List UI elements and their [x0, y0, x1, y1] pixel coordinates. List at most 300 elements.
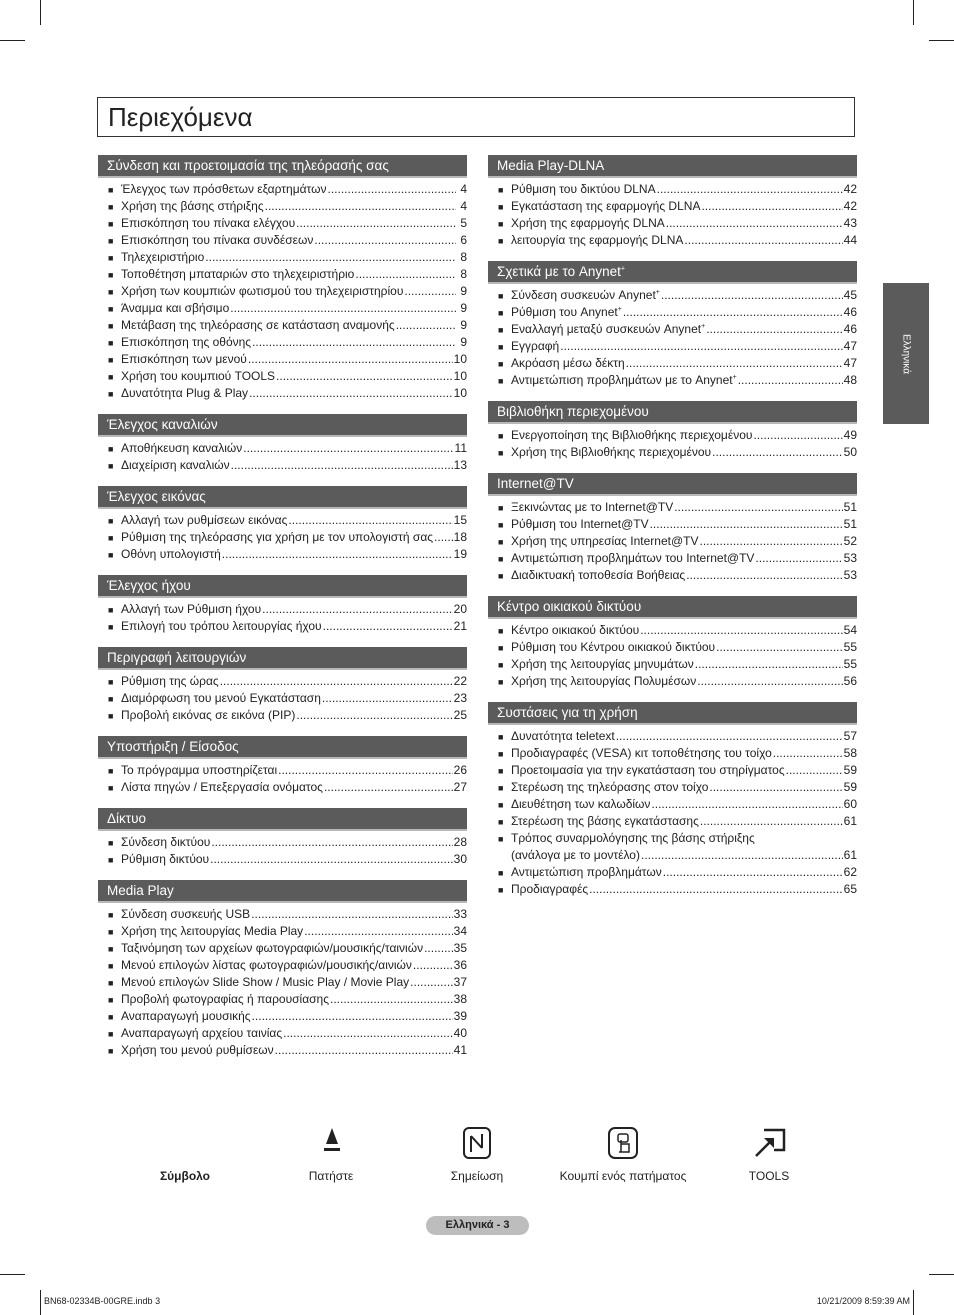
side-tab-label: Ελληνικά [900, 333, 912, 374]
dot-leader [712, 444, 843, 461]
toc-entry-text [511, 287, 660, 304]
toc-entry-text [121, 957, 412, 974]
dot-leader [404, 283, 456, 300]
toc-entry-text [121, 1025, 282, 1042]
note-icon [462, 1126, 492, 1165]
trademark-sup: + [620, 265, 625, 273]
toc-entry-label: Λίστα πηγών / Επεξεργασία ονόματος [121, 780, 323, 794]
toc-section [488, 155, 857, 249]
square-bullet-icon: ■ [498, 868, 504, 878]
square-bullet-icon: ■ [498, 520, 504, 530]
toc-entry[interactable] [488, 847, 857, 864]
toc-entry[interactable] [488, 533, 857, 550]
toc-entry[interactable] [488, 304, 857, 321]
page-number: 57 [843, 729, 857, 743]
toc-entry[interactable] [98, 546, 467, 563]
section-heading-text: Media Play [107, 883, 174, 898]
toc-entry-label: Αντιμετώπιση προβλημάτων [511, 865, 662, 879]
press-label: Πατήστε [308, 1169, 354, 1183]
toc-entry[interactable] [488, 550, 857, 567]
one-touch-label: Κουμπί ενός πατήματος [559, 1169, 687, 1183]
toc-entry[interactable] [488, 321, 857, 338]
square-bullet-icon: ■ [108, 550, 114, 560]
toc-entry-text [511, 338, 559, 355]
toc-entry[interactable] [98, 232, 467, 249]
dot-leader [589, 881, 843, 898]
toc-entry[interactable] [98, 300, 467, 317]
square-bullet-icon: ■ [108, 219, 114, 229]
section-heading [98, 414, 467, 437]
toc-entry-label: Χρήση του μενού ρυθμίσεων [121, 1043, 274, 1057]
toc-entry-label: Ταξινόμηση των αρχείων φωτογραφιών/μουσικής/ταινιών [121, 941, 424, 955]
page-number: 65 [843, 882, 857, 896]
toc-section [488, 261, 857, 389]
toc-entry-text [121, 351, 247, 368]
toc-entry-label: Εναλλαγή μεταξύ συσκευών Anynet [511, 322, 702, 336]
page-number: 30 [453, 852, 467, 866]
page-number: 28 [453, 835, 467, 849]
left-column [98, 155, 467, 1071]
toc-entry[interactable] [98, 601, 467, 618]
toc-entry-text [511, 304, 622, 321]
toc-entry[interactable] [98, 690, 467, 707]
toc-entry-label: Χρήση της Βιβλιοθήκης περιεχομένου [511, 445, 712, 459]
page-number: 61 [843, 848, 857, 862]
square-bullet-icon: ■ [108, 927, 114, 937]
page-number: 13 [453, 458, 467, 472]
dot-leader [706, 321, 842, 338]
dot-leader [252, 334, 456, 351]
page-number: 59 [843, 763, 857, 777]
page-number: 20 [453, 602, 467, 616]
dot-leader [355, 266, 456, 283]
toc-entry[interactable] [98, 1042, 467, 1059]
toc-entry-label: Ακρόαση μέσω δέκτη [511, 356, 625, 370]
dot-leader [434, 529, 453, 546]
square-bullet-icon: ■ [498, 677, 504, 687]
toc-entry[interactable] [488, 762, 857, 779]
toc-entry[interactable] [98, 368, 467, 385]
dot-leader [616, 728, 843, 745]
toc-entry-label: Μενού επιλογών λίστας φωτογραφιών/μουσικής/αινιών [121, 958, 412, 972]
toc-entry-text [121, 232, 313, 249]
square-bullet-icon: ■ [108, 355, 114, 365]
square-bullet-icon: ■ [108, 605, 114, 615]
dot-leader [327, 181, 456, 198]
toc-entry-label: (ανάλογα με το μοντέλο) [511, 848, 640, 862]
toc-entry[interactable] [98, 266, 467, 283]
page-number: 10 [453, 352, 467, 366]
page-number: 23 [453, 691, 467, 705]
dot-leader [697, 673, 842, 690]
toc-entry-text [511, 444, 711, 461]
toc-entry-text [511, 198, 700, 215]
dot-leader [695, 656, 843, 673]
toc-entry-text [121, 529, 433, 546]
square-bullet-icon: ■ [108, 910, 114, 920]
toc-entry[interactable] [488, 673, 857, 690]
square-bullet-icon: ■ [108, 461, 114, 471]
section-heading-text: Σύνδεση και προετοιμασία της τηλεόρασής σας [107, 158, 389, 173]
dot-leader [657, 181, 843, 198]
square-bullet-icon: ■ [108, 444, 114, 454]
toc-entry[interactable] [98, 923, 467, 940]
page-number: 54 [843, 623, 857, 637]
dot-leader [709, 779, 842, 796]
toc-entry-text [121, 601, 261, 618]
toc-entry[interactable] [488, 622, 857, 639]
toc-entry[interactable] [98, 618, 467, 635]
toc-entry-label: Ρύθμιση δικτύου [121, 852, 210, 866]
toc-entry[interactable] [98, 1025, 467, 1042]
page-title: Περιεχόμενα [108, 102, 253, 132]
dot-leader [651, 796, 842, 813]
page-number: 62 [843, 865, 857, 879]
section-heading [488, 473, 857, 496]
dot-leader [650, 516, 843, 533]
page-number: 51 [843, 500, 857, 514]
page-number: 10 [453, 369, 467, 383]
toc-entry[interactable] [98, 851, 467, 868]
page-number: 55 [843, 657, 857, 671]
toc-entry-text [511, 762, 785, 779]
toc-entry-label: Ρύθμιση του δικτύου DLNA [511, 182, 656, 196]
section-heading [488, 155, 857, 178]
toc-entry-label: Στερέωση της βάσης εγκατάστασης [511, 814, 699, 828]
toc-entry-text [121, 834, 210, 851]
toc-entry[interactable] [98, 215, 467, 232]
page-number: 9 [460, 301, 467, 315]
dot-leader [222, 546, 453, 563]
toc-entry[interactable] [98, 762, 467, 779]
square-bullet-icon: ■ [498, 660, 504, 670]
toc-entry[interactable] [98, 529, 467, 546]
toc-entry-text [121, 317, 395, 334]
page-number: 8 [460, 267, 467, 281]
toc-entry-label: Επιλογή του τρόπου λειτουργίας ήχου [121, 619, 322, 633]
page-number: 40 [453, 1026, 467, 1040]
square-bullet-icon: ■ [498, 749, 504, 759]
dot-leader [738, 372, 843, 389]
dot-leader [661, 287, 843, 304]
toc-entry-text [511, 813, 699, 830]
page-number: 48 [843, 373, 857, 387]
square-bullet-icon: ■ [498, 732, 504, 742]
toc-entry-text [121, 1042, 274, 1059]
page-number: 49 [843, 428, 857, 442]
square-bullet-icon: ■ [498, 554, 504, 564]
toc-entry[interactable] [98, 512, 467, 529]
square-bullet-icon: ■ [108, 236, 114, 246]
toc-entry[interactable] [488, 444, 857, 461]
toc-entry[interactable] [488, 639, 857, 656]
section-heading-text: Κέντρο οικιακού δικτύου [497, 599, 642, 614]
dot-leader [773, 745, 843, 762]
square-bullet-icon: ■ [498, 503, 504, 513]
square-bullet-icon: ■ [108, 1029, 114, 1039]
toc-entry-label: Διαδικτυακή τοποθεσία Βοήθειας [511, 568, 686, 582]
symbol-label: Σύμβολο [159, 1169, 211, 1183]
page-number: 21 [453, 619, 467, 633]
dot-leader [296, 215, 456, 232]
square-bullet-icon: ■ [108, 270, 114, 280]
dot-leader [700, 813, 843, 830]
square-bullet-icon: ■ [498, 202, 504, 212]
toc-entry-label: Δυνατότητα Plug & Play [121, 386, 249, 400]
toc-entry[interactable] [488, 427, 857, 444]
page-number: 5 [460, 216, 467, 230]
toc-entry-text [121, 198, 264, 215]
toc-entry[interactable] [98, 351, 467, 368]
toc-entry-label: λειτουργία της εφαρμογής DLNA [511, 233, 684, 247]
toc-entry[interactable] [488, 198, 857, 215]
toc-entry[interactable] [98, 991, 467, 1008]
title-box [97, 97, 855, 137]
square-bullet-icon: ■ [108, 321, 114, 331]
dot-leader [786, 762, 843, 779]
square-bullet-icon: ■ [108, 694, 114, 704]
dot-leader [396, 317, 456, 334]
toc-entry[interactable] [488, 796, 857, 813]
crop-mark [929, 40, 954, 41]
dot-leader [251, 906, 452, 923]
toc-entry[interactable] [488, 745, 857, 762]
toc-entry[interactable] [98, 440, 467, 457]
toc-entry[interactable] [98, 317, 467, 334]
square-bullet-icon: ■ [108, 766, 114, 776]
toc-entry-label: Χρήση της εφαρμογής DLNA [511, 216, 665, 230]
toc-entry[interactable] [488, 499, 857, 516]
toc-entry[interactable] [488, 779, 857, 796]
square-bullet-icon: ■ [498, 291, 504, 301]
toc-entry-text [121, 779, 323, 796]
dot-leader [262, 601, 452, 618]
section-heading [98, 575, 467, 598]
toc-entry[interactable] [98, 249, 467, 266]
toc-entry[interactable] [488, 656, 857, 673]
page-number: 47 [843, 356, 857, 370]
square-bullet-icon: ■ [108, 677, 114, 687]
toc-section [98, 575, 467, 635]
toc-entry[interactable] [98, 334, 467, 351]
square-bullet-icon: ■ [498, 800, 504, 810]
toc-entry[interactable] [488, 287, 857, 304]
dot-leader [755, 550, 842, 567]
toc-entry[interactable] [98, 181, 467, 198]
toc-section [488, 702, 857, 898]
toc-entry[interactable] [98, 834, 467, 851]
toc-entry[interactable] [98, 974, 467, 991]
square-bullet-icon: ■ [108, 978, 114, 988]
square-bullet-icon: ■ [108, 961, 114, 971]
square-bullet-icon: ■ [108, 1046, 114, 1056]
page-number: 61 [843, 814, 857, 828]
dot-leader [322, 690, 453, 707]
page-number: 36 [453, 958, 467, 972]
crop-mark [0, 40, 25, 41]
toc-entry[interactable] [488, 881, 857, 898]
toc-entry[interactable] [98, 457, 467, 474]
toc-entry[interactable] [488, 864, 857, 881]
toc-entry-text [511, 372, 737, 389]
page-number: 37 [453, 975, 467, 989]
dot-leader [304, 923, 452, 940]
toc-entry[interactable] [98, 940, 467, 957]
note-label: Σημείωση [450, 1169, 504, 1183]
toc-entry-text [511, 499, 673, 516]
toc-entry-label: Άναμμα και σβήσιμο [121, 301, 230, 315]
section-heading [488, 401, 857, 424]
square-bullet-icon: ■ [498, 817, 504, 827]
toc-entry[interactable] [488, 728, 857, 745]
page-number: 6 [460, 233, 467, 247]
print-datetime: 10/21/2009 8:59:39 AM [816, 1296, 910, 1306]
dot-leader [413, 957, 453, 974]
toc-entry-text [511, 533, 698, 550]
page-number: 56 [843, 674, 857, 688]
toc-entry-label: Χρήση των κουμπιών φωτισμού του τηλεχειριστηρίου [121, 284, 404, 298]
toc-entry[interactable] [98, 957, 467, 974]
toc-entry-label: Εγκατάσταση της εφαρμογής DLNA [511, 199, 701, 213]
section-heading-text: Συστάσεις για τη χρήση [497, 705, 638, 720]
dot-leader [684, 232, 842, 249]
page-number: 11 [454, 441, 467, 455]
toc-section [98, 736, 467, 796]
toc-entry-label: Τοποθέτηση μπαταριών στο τηλεχειριστήριο [121, 267, 355, 281]
toc-entry-label: Επισκόπηση της οθόνης [121, 335, 252, 349]
toc-entry-text [121, 673, 219, 690]
page-number: 27 [453, 780, 467, 794]
toc-section [98, 155, 467, 402]
toc-entry-text [511, 567, 685, 584]
toc-entry-text [121, 181, 326, 198]
toc-entry-text [511, 830, 755, 847]
crop-mark [913, 0, 914, 25]
page-number-pill: Ελληνικά - 3 [426, 1216, 529, 1235]
page-number: 43 [843, 216, 857, 230]
square-bullet-icon: ■ [108, 287, 114, 297]
symbol-legend [0, 1120, 954, 1190]
square-bullet-icon: ■ [498, 885, 504, 895]
section-heading-text: Βιβλιοθήκη περιεχομένου [497, 404, 649, 419]
section-heading-text: Σχετικά με το Anynet [497, 264, 621, 279]
dot-leader [324, 779, 453, 796]
toc-entry[interactable] [98, 198, 467, 215]
section-heading-text: Έλεγχος εικόνας [107, 489, 206, 504]
toc-entry-text [121, 266, 354, 283]
toc-entry[interactable] [488, 830, 857, 847]
square-bullet-icon: ■ [108, 202, 114, 212]
toc-entry-label: Αντιμετώπιση προβλημάτων του Internet@TV [511, 551, 755, 565]
language-side-tab [883, 283, 929, 424]
toc-entry[interactable] [98, 385, 467, 402]
toc-entry-label: Διαμόρφωση του μενού Εγκατάσταση [121, 691, 321, 705]
toc-section [98, 808, 467, 868]
toc-section [98, 486, 467, 563]
square-bullet-icon: ■ [108, 622, 114, 632]
toc-entry-label: Αλλαγή των Ρύθμιση ήχου [121, 602, 262, 616]
page-number: 9 [460, 284, 467, 298]
dot-leader [641, 847, 843, 864]
toc-entry[interactable] [488, 215, 857, 232]
toc-entry-text [511, 622, 639, 639]
section-heading-text: Δίκτυο [107, 811, 146, 826]
toc-entry[interactable] [488, 181, 857, 198]
toc-entry-label: Επισκόπηση του πίνακα ελέγχου [121, 216, 296, 230]
toc-entry-label: Τηλεχειριστήριο [121, 250, 205, 264]
toc-entry-label: Ρύθμιση της ώρας [121, 674, 219, 688]
toc-entry[interactable] [98, 707, 467, 724]
toc-entry-text [121, 618, 322, 635]
dot-leader [424, 940, 453, 957]
section-heading [98, 880, 467, 903]
page-number: 52 [843, 534, 857, 548]
square-bullet-icon: ■ [498, 448, 504, 458]
toc-entry-label: Χρήση της λειτουργίας Πολυμέσων [511, 674, 697, 688]
toc-entry[interactable] [488, 232, 857, 249]
toc-entry[interactable] [488, 813, 857, 830]
square-bullet-icon: ■ [498, 185, 504, 195]
toc-entry[interactable] [98, 283, 467, 300]
toc-entry[interactable] [98, 673, 467, 690]
toc-entry[interactable] [98, 1008, 467, 1025]
dot-leader [248, 351, 453, 368]
toc-entry-label: Χρήση της λειτουργίας μηνυμάτων [511, 657, 694, 671]
trademark-sup: + [655, 289, 660, 296]
toc-entry[interactable] [488, 372, 857, 389]
toc-entry-label: Οθόνη υπολογιστή [121, 547, 221, 561]
toc-entry-label: Το πρόγραμμα υποστηρίζεται [121, 763, 278, 777]
dot-leader [211, 834, 452, 851]
toc-entry-text [121, 368, 275, 385]
toc-entry[interactable] [98, 779, 467, 796]
page-number: 44 [843, 233, 857, 247]
toc-entry[interactable] [488, 516, 857, 533]
toc-entry-label: Αναπαραγωγή αρχείου ταινίας [121, 1026, 283, 1040]
toc-entry[interactable] [98, 906, 467, 923]
section-heading-text: Έλεγχος ήχου [107, 578, 191, 593]
toc-section [98, 414, 467, 474]
page-number: 46 [843, 305, 857, 319]
page-number: 9 [460, 318, 467, 332]
toc-entry-text [511, 321, 705, 338]
toc-entry-label: Επισκόπηση του πίνακα συνδέσεων [121, 233, 314, 247]
crop-mark [929, 1274, 954, 1275]
toc-entry-text [121, 440, 242, 457]
dot-leader [252, 1008, 453, 1025]
toc-entry-text [121, 974, 409, 991]
toc-entry-text [511, 847, 640, 864]
dot-leader [716, 639, 843, 656]
dot-leader [249, 385, 453, 402]
toc-entry[interactable] [488, 567, 857, 584]
square-bullet-icon: ■ [498, 766, 504, 776]
page-number: 10 [453, 386, 467, 400]
toc-entry-text [511, 550, 754, 567]
toc-entry[interactable] [488, 338, 857, 355]
square-bullet-icon: ■ [108, 185, 114, 195]
toc-entry[interactable] [488, 355, 857, 372]
square-bullet-icon: ■ [498, 571, 504, 581]
square-bullet-icon: ■ [498, 219, 504, 229]
dot-leader [699, 533, 842, 550]
crop-mark [913, 1290, 914, 1315]
page-number: 34 [453, 924, 467, 938]
section-heading-text: Υποστήριξη / Είσοδος [107, 739, 239, 754]
dot-leader [686, 567, 842, 584]
page-number: 9 [460, 335, 467, 349]
trademark-sup: + [701, 323, 706, 330]
